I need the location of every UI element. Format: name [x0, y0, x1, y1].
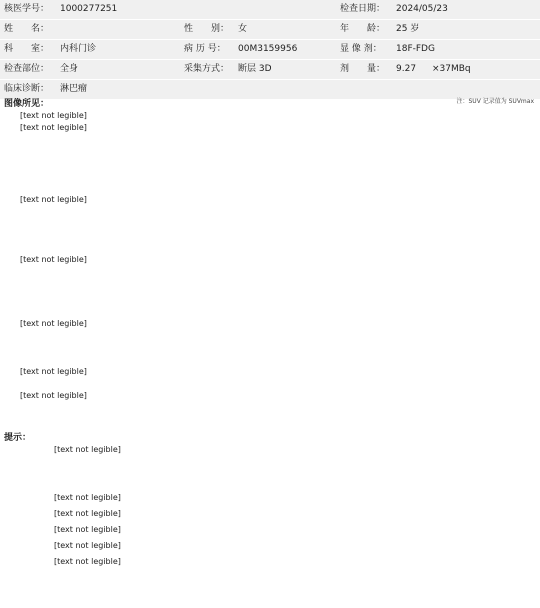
dose-value: 9.27 [396, 64, 417, 74]
dose-label: 剂 量： [340, 64, 386, 74]
modality-label: 显 像 剂： [340, 44, 382, 54]
age-value: 25 岁 [396, 24, 420, 34]
age-label: 年 龄： [340, 24, 386, 34]
findings-title: 图像所见： [4, 99, 50, 109]
hint-item-3: [text not legible] [54, 509, 121, 518]
hint-item-5: [text not legible] [54, 541, 121, 550]
gender-label: 性 别： [184, 24, 230, 34]
header-row-3 [0, 40, 540, 60]
record-label: 病 历 号： [184, 44, 226, 54]
hint-item-2: [text not legible] [54, 493, 121, 502]
findings-paragraph-3: [text not legible] [20, 195, 87, 204]
findings-paragraph-5: [text not legible] [20, 319, 87, 328]
hints-title: 提示： [4, 433, 32, 443]
checkup-no-label: 核医学号： [4, 4, 50, 14]
findings-paragraph-2: [text not legible] [20, 123, 87, 132]
acq-value: 断层 3D [238, 64, 272, 74]
record-value: 00M3159956 [238, 44, 298, 54]
gender-value: 女 [238, 24, 248, 34]
checkup-no-value: 1000277251 [60, 4, 118, 14]
exam-date-label: 检查日期： [340, 4, 386, 14]
modality-value: 18F-FDG [396, 44, 435, 54]
hints-list [54, 444, 534, 572]
suv-note: 注：SUV 记录值为 SUVmax [456, 98, 534, 105]
findings-paragraph-1: [text not legible] [20, 111, 87, 120]
header-row-2 [0, 20, 540, 40]
header-row-4 [0, 60, 540, 80]
acq-label: 采集方式： [184, 64, 230, 74]
dept-label: 科 室： [4, 44, 50, 54]
hint-item-1: [text not legible] [54, 445, 121, 454]
exam-date-value: 2024/05/23 [396, 4, 448, 14]
name-label: 姓 名： [4, 24, 50, 34]
dose-unit: ×37MBq [432, 64, 471, 74]
hint-item-6: [text not legible] [54, 557, 121, 566]
dept-value: 内科门诊 [60, 44, 97, 54]
site-value: 全身 [60, 64, 79, 74]
diag-value: 淋巴瘤 [60, 84, 88, 94]
site-label: 检查部位： [4, 64, 50, 74]
hint-item-4: [text not legible] [54, 525, 121, 534]
diag-label: 临床诊断： [4, 84, 50, 94]
header-row-1 [0, 0, 540, 20]
findings-paragraph-7: [text not legible] [20, 391, 87, 400]
findings-paragraph-6: [text not legible] [20, 367, 87, 376]
findings-paragraph-4: [text not legible] [20, 255, 87, 264]
